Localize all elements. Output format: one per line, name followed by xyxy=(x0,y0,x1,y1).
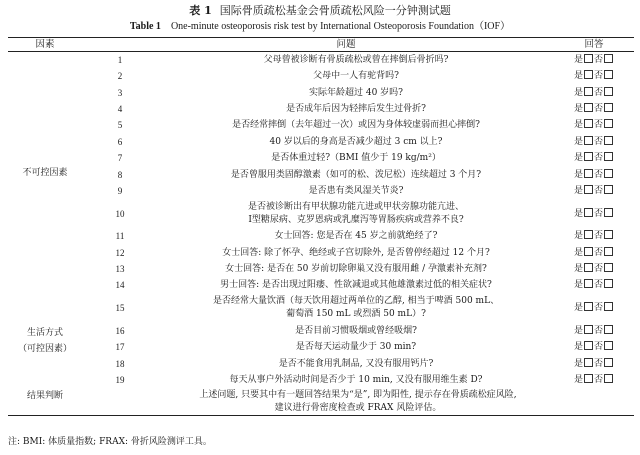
answer-yes-label: 是 xyxy=(574,103,584,114)
factor-conclusion xyxy=(8,388,82,416)
question-line: 女士回答: 除了怀孕、绝经或子宫切除外, 是否曾停经超过 12 个月? xyxy=(222,247,490,258)
table-row xyxy=(8,166,634,182)
table-row xyxy=(8,183,634,199)
answer-no-label: 否 xyxy=(594,264,604,275)
question-text xyxy=(158,68,554,84)
answer-cell xyxy=(554,166,634,182)
question-line: 是否经常大量饮酒（每天饮用超过两单位的乙醇, 相当于啤酒 500 mL、 xyxy=(212,296,500,307)
question-line: Ⅰ型糖尿病、克罗恩病或乳糜泻等胃肠疾病或营养不良? xyxy=(248,214,464,225)
checkbox-yes[interactable] xyxy=(584,208,593,217)
answer-yes-label: 是 xyxy=(574,231,584,242)
question-text xyxy=(158,323,554,339)
checkbox-yes[interactable] xyxy=(584,87,593,96)
checkbox-yes[interactable] xyxy=(584,302,593,311)
question-text xyxy=(158,101,554,117)
answer-yes-label: 是 xyxy=(574,303,584,314)
header-factor: 因素 xyxy=(8,38,82,52)
answer-no-label: 否 xyxy=(594,71,604,82)
question-text xyxy=(158,339,554,355)
question-number: 14 xyxy=(115,280,125,291)
question-text xyxy=(158,134,554,150)
checkbox-yes[interactable] xyxy=(584,263,593,272)
checkbox-no[interactable] xyxy=(604,247,613,256)
checkbox-yes[interactable] xyxy=(584,152,593,161)
question-text xyxy=(158,52,554,69)
checkbox-no[interactable] xyxy=(604,136,613,145)
conclusion-line: 建议进行骨密度检查或 FRAX 风险评估。 xyxy=(274,402,442,413)
table-row xyxy=(8,150,634,166)
question-number: 2 xyxy=(117,71,123,82)
answer-cell xyxy=(554,372,634,388)
checkbox-yes[interactable] xyxy=(584,325,593,334)
answer-no-label: 否 xyxy=(594,231,604,242)
answer-cell xyxy=(554,339,634,355)
table-row xyxy=(8,228,634,244)
answer-no-label: 否 xyxy=(594,153,604,164)
question-line: 是否成年后因为轻摔后发生过骨折? xyxy=(286,103,426,114)
question-text xyxy=(158,199,554,228)
question-text xyxy=(158,117,554,133)
checkbox-no[interactable] xyxy=(604,87,613,96)
factor-label: 不可控因素 xyxy=(22,167,68,178)
table-row xyxy=(8,277,634,293)
answer-cell xyxy=(554,52,634,69)
answer-yes-label: 是 xyxy=(574,247,584,258)
answer-no-label: 否 xyxy=(594,358,604,369)
question-line: 是否被诊断出有甲状腺功能亢进或甲状旁腺功能亢进、 xyxy=(248,201,465,212)
answer-yes-label: 是 xyxy=(574,280,584,291)
question-text xyxy=(158,228,554,244)
checkbox-no[interactable] xyxy=(604,302,613,311)
checkbox-yes[interactable] xyxy=(584,136,593,145)
question-line: 是否目前习惯吸烟或曾经吸烟? xyxy=(295,325,417,336)
table-row xyxy=(8,294,634,323)
factor-label: 结果判断 xyxy=(26,391,63,402)
answer-no-label: 否 xyxy=(594,375,604,386)
checkbox-no[interactable] xyxy=(604,358,613,367)
checkbox-no[interactable] xyxy=(604,230,613,239)
question-line: 是否患有类风湿关节炎? xyxy=(308,185,404,196)
checkbox-no[interactable] xyxy=(604,208,613,217)
answer-cell xyxy=(554,199,634,228)
conclusion-text xyxy=(82,388,634,416)
question-text xyxy=(158,150,554,166)
table-row xyxy=(8,261,634,277)
question-number: 12 xyxy=(115,247,125,258)
answer-no-label: 否 xyxy=(594,136,604,147)
answer-cell xyxy=(554,183,634,199)
question-line: 实际年龄超过 40 岁吗? xyxy=(309,87,403,98)
question-line: 葡萄酒 150 mL 或烈酒 50 mL）? xyxy=(286,309,426,320)
checkbox-yes[interactable] xyxy=(584,119,593,128)
checkbox-no[interactable] xyxy=(604,185,613,194)
answer-yes-label: 是 xyxy=(574,71,584,82)
question-number: 16 xyxy=(115,325,125,336)
answer-cell xyxy=(554,294,634,323)
checkbox-yes[interactable] xyxy=(584,358,593,367)
table-row xyxy=(8,84,634,100)
question-line: 父母中一人有驼背吗? xyxy=(313,71,399,82)
answer-no-label: 否 xyxy=(594,247,604,258)
table-row xyxy=(8,339,634,355)
question-text xyxy=(158,355,554,371)
answer-yes-label: 是 xyxy=(574,358,584,369)
question-text xyxy=(158,84,554,100)
answer-cell xyxy=(554,277,634,293)
question-number: 7 xyxy=(117,153,123,164)
table-row xyxy=(8,245,634,261)
answer-cell xyxy=(554,355,634,371)
factor-lifestyle xyxy=(8,294,82,389)
question-number: 18 xyxy=(115,358,125,369)
checkbox-yes[interactable] xyxy=(584,103,593,112)
answer-no-label: 否 xyxy=(594,303,604,314)
checkbox-no[interactable] xyxy=(604,70,613,79)
question-number: 1 xyxy=(117,55,123,65)
table-row xyxy=(8,372,634,388)
question-number: 8 xyxy=(117,169,123,180)
answer-yes-label: 是 xyxy=(574,375,584,386)
table-row xyxy=(8,355,634,371)
checkbox-yes[interactable] xyxy=(584,374,593,383)
table-footnote: 注: BMI: 体质量指数; FRAX: 骨折风险测评工具。 xyxy=(8,437,212,447)
table-row xyxy=(8,323,634,339)
answer-yes-label: 是 xyxy=(574,264,584,275)
answer-cell xyxy=(554,245,634,261)
question-number: 10 xyxy=(115,208,125,219)
table-row xyxy=(8,199,634,228)
checkbox-no[interactable] xyxy=(604,169,613,178)
table-row xyxy=(8,101,634,117)
answer-cell xyxy=(554,101,634,117)
answer-yes-label: 是 xyxy=(574,120,584,131)
factor-label: 生活方式 xyxy=(26,327,63,338)
answer-no-label: 否 xyxy=(594,280,604,291)
answer-no-label: 否 xyxy=(594,103,604,114)
factor-label: （可控因素） xyxy=(17,343,72,354)
answer-cell xyxy=(554,228,634,244)
question-number: 6 xyxy=(117,136,123,147)
question-text xyxy=(158,166,554,182)
answer-no-label: 否 xyxy=(594,55,604,65)
checkbox-yes[interactable] xyxy=(584,247,593,256)
question-number: 9 xyxy=(117,185,123,196)
question-number: 11 xyxy=(115,231,125,242)
answer-no-label: 否 xyxy=(594,87,604,98)
checkbox-no[interactable] xyxy=(604,54,613,63)
answer-cell xyxy=(554,323,634,339)
answer-cell xyxy=(554,68,634,84)
header-answer: 回答 xyxy=(554,38,634,52)
question-text xyxy=(158,183,554,199)
checkbox-no[interactable] xyxy=(604,325,613,334)
table-title-cn-text: 国际骨质疏松基金会骨质疏松风险一分钟测试题 xyxy=(219,4,451,17)
checkbox-yes[interactable] xyxy=(584,341,593,350)
table-row xyxy=(8,52,634,69)
answer-cell xyxy=(554,117,634,133)
table-body xyxy=(8,52,634,416)
checkbox-no[interactable] xyxy=(604,103,613,112)
checkbox-yes[interactable] xyxy=(584,70,593,79)
answer-yes-label: 是 xyxy=(574,55,584,65)
question-number: 5 xyxy=(117,120,123,131)
table-row xyxy=(8,134,634,150)
answer-no-label: 否 xyxy=(594,169,604,180)
question-number: 19 xyxy=(115,375,125,386)
question-line: 40 岁以后的身高是否减少超过 3 cm 以上? xyxy=(269,136,443,147)
checkbox-no[interactable] xyxy=(604,119,613,128)
checkbox-no[interactable] xyxy=(604,263,613,272)
question-text xyxy=(158,277,554,293)
conclusion-line: 上述问题, 只要其中有一题回答结果为“是”, 即为阳性, 提示存在骨质疏松症风险, xyxy=(199,390,517,401)
question-text xyxy=(158,294,554,323)
question-line: 是否每天运动量少于 30 min? xyxy=(295,342,417,353)
answer-cell xyxy=(554,84,634,100)
answer-yes-label: 是 xyxy=(574,87,584,98)
header-question: 问题 xyxy=(82,38,554,52)
checkbox-yes[interactable] xyxy=(584,230,593,239)
checkbox-yes[interactable] xyxy=(584,185,593,194)
answer-yes-label: 是 xyxy=(574,208,584,219)
table-row xyxy=(8,68,634,84)
table-row xyxy=(8,117,634,133)
answer-yes-label: 是 xyxy=(574,136,584,147)
table-label-cn: 表 1 xyxy=(189,4,212,17)
question-number: 17 xyxy=(115,342,125,353)
table-title-en-text: One-minute osteoporosis risk test by International Osteoporosis Foundation（IOF） xyxy=(170,21,511,32)
question-text xyxy=(158,372,554,388)
question-line: 是否不能食用乳制品, 又没有服用钙片? xyxy=(278,358,434,369)
question-line: 男士回答: 是否出现过阳痿、性欲减退或其他雄激素过低的相关症状? xyxy=(220,280,492,291)
conclusion-row xyxy=(8,388,634,416)
answer-no-label: 否 xyxy=(594,120,604,131)
question-number: 4 xyxy=(117,103,123,114)
answer-no-label: 否 xyxy=(594,342,604,353)
checkbox-no[interactable] xyxy=(604,374,613,383)
answer-cell xyxy=(554,134,634,150)
answer-yes-label: 是 xyxy=(574,153,584,164)
answer-cell xyxy=(554,150,634,166)
checkbox-yes[interactable] xyxy=(584,54,593,63)
table-header-row xyxy=(8,38,634,52)
checkbox-no[interactable] xyxy=(604,341,613,350)
factor-uncontrollable xyxy=(8,52,82,294)
checkbox-no[interactable] xyxy=(604,279,613,288)
answer-no-label: 否 xyxy=(594,325,604,336)
risk-test-table xyxy=(8,37,634,416)
table-title-en xyxy=(0,20,640,33)
question-line: 女士回答: 是否在 50 岁前切除卵巢又没有服用雌 / 孕激素补充剂? xyxy=(225,264,487,275)
question-text xyxy=(158,261,554,277)
answer-no-label: 否 xyxy=(594,185,604,196)
question-line: 是否体重过轻?（BMI 值少于 19 kg/m²） xyxy=(271,153,441,164)
answer-yes-label: 是 xyxy=(574,169,584,180)
question-number: 3 xyxy=(117,87,123,98)
answer-yes-label: 是 xyxy=(574,185,584,196)
checkbox-yes[interactable] xyxy=(584,169,593,178)
question-text xyxy=(158,245,554,261)
checkbox-yes[interactable] xyxy=(584,279,593,288)
table-title-cn xyxy=(0,4,640,18)
question-line: 是否曾服用类固醇激素（如可的松、泼尼松）连续超过 3 个月? xyxy=(230,169,482,180)
answer-no-label: 否 xyxy=(594,208,604,219)
question-line: 女士回答: 您是否在 45 岁之前就绝经了? xyxy=(274,231,438,242)
answer-cell xyxy=(554,261,634,277)
checkbox-no[interactable] xyxy=(604,152,613,161)
question-line: 是否经常摔倒（去年超过一次）或因为身体较虚弱而担心摔倒? xyxy=(232,120,480,131)
answer-yes-label: 是 xyxy=(574,325,584,336)
question-number: 15 xyxy=(115,303,125,314)
question-line: 父母曾被诊断有骨质疏松或曾在摔倒后骨折吗? xyxy=(263,55,449,65)
answer-yes-label: 是 xyxy=(574,342,584,353)
table-label-en: Table 1 xyxy=(129,21,161,32)
question-line: 每天从事户外活动时间是否少于 10 min, 又没有服用维生素 D? xyxy=(229,375,483,386)
question-number: 13 xyxy=(115,264,125,275)
